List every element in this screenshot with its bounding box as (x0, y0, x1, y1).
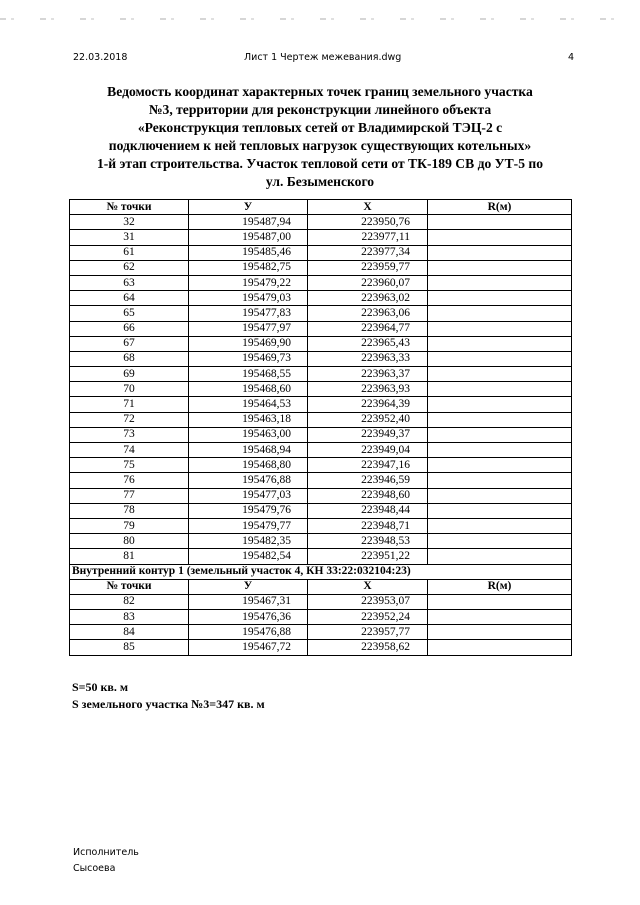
cell-point: 75 (70, 458, 189, 473)
cell-radius (428, 351, 572, 366)
cell-y: 195479,03 (189, 291, 308, 306)
cell-x: 223963,02 (308, 291, 428, 306)
cell-y: 195487,94 (189, 215, 308, 230)
cell-y: 195482,35 (189, 534, 308, 549)
table-row (70, 260, 572, 275)
cell-y: 195468,80 (189, 458, 308, 473)
table-row (70, 488, 572, 503)
cell-point: 83 (70, 610, 189, 625)
inner-contour-body (70, 564, 572, 655)
cell-point: 31 (70, 230, 189, 245)
cell-x: 223948,53 (308, 534, 428, 549)
main-contour-body (70, 200, 572, 565)
cell-x: 223949,04 (308, 443, 428, 458)
cell-x: 223952,24 (308, 610, 428, 625)
cell-x: 223957,77 (308, 625, 428, 640)
cell-radius (428, 458, 572, 473)
cell-y: 195485,46 (189, 245, 308, 260)
table-row (70, 321, 572, 336)
cell-x: 223964,39 (308, 397, 428, 412)
table-row (70, 534, 572, 549)
cell-radius (428, 518, 572, 533)
cell-point: 61 (70, 245, 189, 260)
cell-y: 195469,73 (189, 351, 308, 366)
inner-contour-title: Внутренний контур 1 (земельный участок 4, КН 33:22:032104:23) (70, 564, 572, 579)
cell-y: 195477,83 (189, 306, 308, 321)
cell-radius (428, 336, 572, 351)
document-title (60, 83, 580, 191)
cell-radius (428, 594, 572, 609)
column-header-y: У (189, 200, 308, 215)
cell-x: 223946,59 (308, 473, 428, 488)
table-row (70, 397, 572, 412)
cell-y: 195477,97 (189, 321, 308, 336)
page-number: 4 (568, 52, 575, 63)
inner-contour-title-row (70, 564, 572, 579)
cell-y: 195487,00 (189, 230, 308, 245)
table-row (70, 382, 572, 397)
table-row (70, 275, 572, 290)
cell-point: 78 (70, 503, 189, 518)
inner-column-header-y: У (189, 579, 308, 594)
cell-radius (428, 503, 572, 518)
cell-point: 79 (70, 518, 189, 533)
cell-y: 195463,00 (189, 427, 308, 442)
inner-area-note: S=50 кв. м (72, 680, 129, 694)
column-header-radius: R(м) (428, 200, 572, 215)
inner-column-header-radius: R(м) (428, 579, 572, 594)
cell-point: 80 (70, 534, 189, 549)
title-line: №3, территории для реконструкции линейного объекта (148, 102, 492, 117)
cell-point: 73 (70, 427, 189, 442)
cell-point: 76 (70, 473, 189, 488)
print-date: 22.03.2018 (73, 52, 128, 63)
table-row (70, 336, 572, 351)
cell-radius (428, 412, 572, 427)
inner-column-header-x: Х (308, 579, 428, 594)
cell-x: 223963,37 (308, 367, 428, 382)
area-notes (72, 679, 265, 713)
cell-radius (428, 473, 572, 488)
cell-x: 223953,07 (308, 594, 428, 609)
cell-y: 195479,22 (189, 275, 308, 290)
table-row (70, 306, 572, 321)
cell-radius (428, 245, 572, 260)
cell-x: 223965,43 (308, 336, 428, 351)
inner-column-header-point: № точки (70, 579, 189, 594)
cell-x: 223963,06 (308, 306, 428, 321)
cell-x: 223949,37 (308, 427, 428, 442)
executor-block (73, 845, 139, 877)
cell-radius (428, 230, 572, 245)
table-row (70, 473, 572, 488)
title-line: «Реконструкция тепловых сетей от Владимирской ТЭЦ-2 с (137, 120, 503, 135)
cell-y: 195468,94 (189, 443, 308, 458)
cell-y: 195482,75 (189, 260, 308, 275)
table-row (70, 443, 572, 458)
cell-y: 195469,90 (189, 336, 308, 351)
cell-x: 223963,33 (308, 351, 428, 366)
table-row (70, 640, 572, 655)
title-line: Ведомость координат характерных точек границ земельного участка (107, 84, 533, 99)
cell-point: 84 (70, 625, 189, 640)
cell-y: 195467,31 (189, 594, 308, 609)
table-header-row (70, 200, 572, 215)
cell-y: 195463,18 (189, 412, 308, 427)
cell-x: 223964,77 (308, 321, 428, 336)
cell-point: 69 (70, 367, 189, 382)
executor-name: Сысоева (73, 863, 116, 874)
cell-point: 32 (70, 215, 189, 230)
cell-radius (428, 367, 572, 382)
cell-point: 64 (70, 291, 189, 306)
table-row (70, 518, 572, 533)
cell-radius (428, 275, 572, 290)
cell-point: 71 (70, 397, 189, 412)
table-row (70, 291, 572, 306)
table-row (70, 230, 572, 245)
cell-y: 195464,53 (189, 397, 308, 412)
title-line: подключением к ней тепловых нагрузок существующих котельных» (108, 138, 532, 153)
cell-point: 81 (70, 549, 189, 564)
cell-x: 223960,07 (308, 275, 428, 290)
table-row (70, 412, 572, 427)
cell-point: 62 (70, 260, 189, 275)
cell-radius (428, 306, 572, 321)
coordinates-table (69, 199, 572, 656)
cell-radius (428, 610, 572, 625)
column-header-x: Х (308, 200, 428, 215)
cell-point: 70 (70, 382, 189, 397)
cell-point: 77 (70, 488, 189, 503)
cell-radius (428, 443, 572, 458)
cell-point: 85 (70, 640, 189, 655)
cell-y: 195477,03 (189, 488, 308, 503)
cell-point: 82 (70, 594, 189, 609)
cell-point: 66 (70, 321, 189, 336)
cell-x: 223951,22 (308, 549, 428, 564)
cell-point: 74 (70, 443, 189, 458)
table-row (70, 351, 572, 366)
cell-x: 223948,71 (308, 518, 428, 533)
cell-y: 195479,77 (189, 518, 308, 533)
cell-x: 223952,40 (308, 412, 428, 427)
table-row (70, 458, 572, 473)
cell-y: 195476,88 (189, 473, 308, 488)
cell-x: 223948,44 (308, 503, 428, 518)
cell-y: 195467,72 (189, 640, 308, 655)
title-line: 1-й этап строительства. Участок тепловой сети от ТК-189 СВ до УТ-5 по (96, 156, 544, 171)
cell-radius (428, 549, 572, 564)
cell-radius (428, 488, 572, 503)
table-row (70, 367, 572, 382)
cell-x: 223947,16 (308, 458, 428, 473)
total-area-note: S земельного участка №3=347 кв. м (72, 697, 265, 711)
cell-point: 65 (70, 306, 189, 321)
cell-y: 195468,55 (189, 367, 308, 382)
table-row (70, 549, 572, 564)
table-row (70, 215, 572, 230)
cell-y: 195479,76 (189, 503, 308, 518)
cell-radius (428, 215, 572, 230)
scan-artifact-line (0, 18, 640, 20)
cell-radius (428, 321, 572, 336)
cell-radius (428, 382, 572, 397)
cell-point: 68 (70, 351, 189, 366)
column-header-point: № точки (70, 200, 189, 215)
cell-y: 195476,36 (189, 610, 308, 625)
cell-y: 195482,54 (189, 549, 308, 564)
cell-x: 223948,60 (308, 488, 428, 503)
cell-y: 195476,88 (189, 625, 308, 640)
cell-point: 67 (70, 336, 189, 351)
table-row (70, 625, 572, 640)
table-row (70, 245, 572, 260)
table-row (70, 594, 572, 609)
cell-x: 223977,34 (308, 245, 428, 260)
table-row (70, 427, 572, 442)
cell-x: 223950,76 (308, 215, 428, 230)
cell-radius (428, 625, 572, 640)
executor-role: Исполнитель (73, 847, 139, 858)
cell-point: 63 (70, 275, 189, 290)
cell-x: 223963,93 (308, 382, 428, 397)
title-line: ул. Безыменского (265, 174, 375, 189)
cell-point: 72 (70, 412, 189, 427)
table-row (70, 610, 572, 625)
cell-radius (428, 397, 572, 412)
table-row (70, 503, 572, 518)
cell-x: 223959,77 (308, 260, 428, 275)
cell-x: 223958,62 (308, 640, 428, 655)
file-name: Лист 1 Чертеж межевания.dwg (244, 52, 402, 63)
cell-radius (428, 534, 572, 549)
cell-x: 223977,11 (308, 230, 428, 245)
cell-radius (428, 640, 572, 655)
cell-radius (428, 427, 572, 442)
cell-radius (428, 291, 572, 306)
cell-y: 195468,60 (189, 382, 308, 397)
inner-header-row (70, 579, 572, 594)
cell-radius (428, 260, 572, 275)
